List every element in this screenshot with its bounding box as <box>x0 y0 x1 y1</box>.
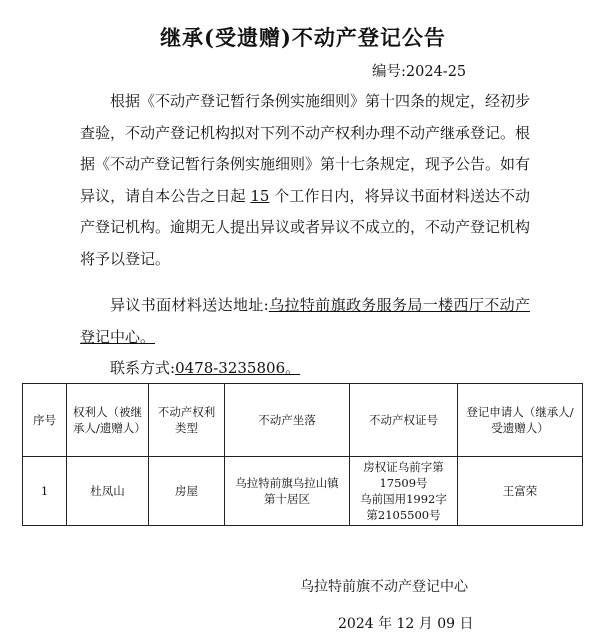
contact-info <box>80 353 560 385</box>
body-text-part-2: 个工作日内，将异议书面材料送达不动产登记机构。逾期无人提出异议或者异议不成立的，不动产登记机构将予以登记。 <box>80 186 531 268</box>
cert-number-line-2: 乌前国用1992字第2105500号 <box>360 492 447 522</box>
header-applicant: 登记申请人（继承人/受遗赠人） <box>458 384 583 457</box>
cell-holder: 杜凤山 <box>67 457 149 526</box>
table-header-row <box>23 384 583 457</box>
document-number-label: 编号: <box>372 64 406 80</box>
cell-location: 乌拉特前旗乌拉山镇第十居区 <box>225 457 350 526</box>
cell-applicant: 王富荣 <box>458 457 583 526</box>
contact-label: 联系方式: <box>110 359 176 377</box>
body-text-part-1: 根据《不动产登记暂行条例实施细则》第十四条的规定，经初步查验，不动产登记机构拟对下列不动产权利办理不动产继承登记。根据《不动产登记暂行条例实施细则》第十七条规定，现予公告。如有异议，请自本公告之日起 <box>80 92 531 205</box>
contact-phone: 0478-3235806。 <box>175 359 301 377</box>
header-seq: 序号 <box>23 384 67 457</box>
header-cert-number: 不动产权证号 <box>350 384 458 457</box>
header-right-type: 不动产权利类型 <box>149 384 225 457</box>
objection-address <box>80 290 530 353</box>
document-number-value: 2024-25 <box>405 64 467 80</box>
header-location: 不动产坐落 <box>225 384 350 457</box>
notice-title: 继承(受遗赠)不动产登记公告 <box>160 25 446 50</box>
issuing-organization: 乌拉特前旗不动产登记中心 <box>300 579 468 595</box>
notice-body-paragraph <box>80 86 530 275</box>
cell-right-type: 房屋 <box>149 457 225 526</box>
cell-cert-number <box>350 457 458 526</box>
header-holder: 权利人（被继承人/遗赠人） <box>67 384 149 457</box>
cert-number-line-1: 房权证乌前字第17509号 <box>363 460 444 490</box>
objection-address-value: 乌拉特前旗政务服务局一楼西厅不动产登记中心。 <box>80 296 530 346</box>
issue-date: 2024 年 12 月 09 日 <box>338 616 474 632</box>
cell-seq: 1 <box>23 457 67 526</box>
objection-address-label: 异议书面材料送达地址: <box>110 296 269 314</box>
property-table <box>22 383 583 526</box>
document-number <box>372 60 466 81</box>
table-row <box>23 457 583 526</box>
objection-days: 15 <box>250 186 270 205</box>
